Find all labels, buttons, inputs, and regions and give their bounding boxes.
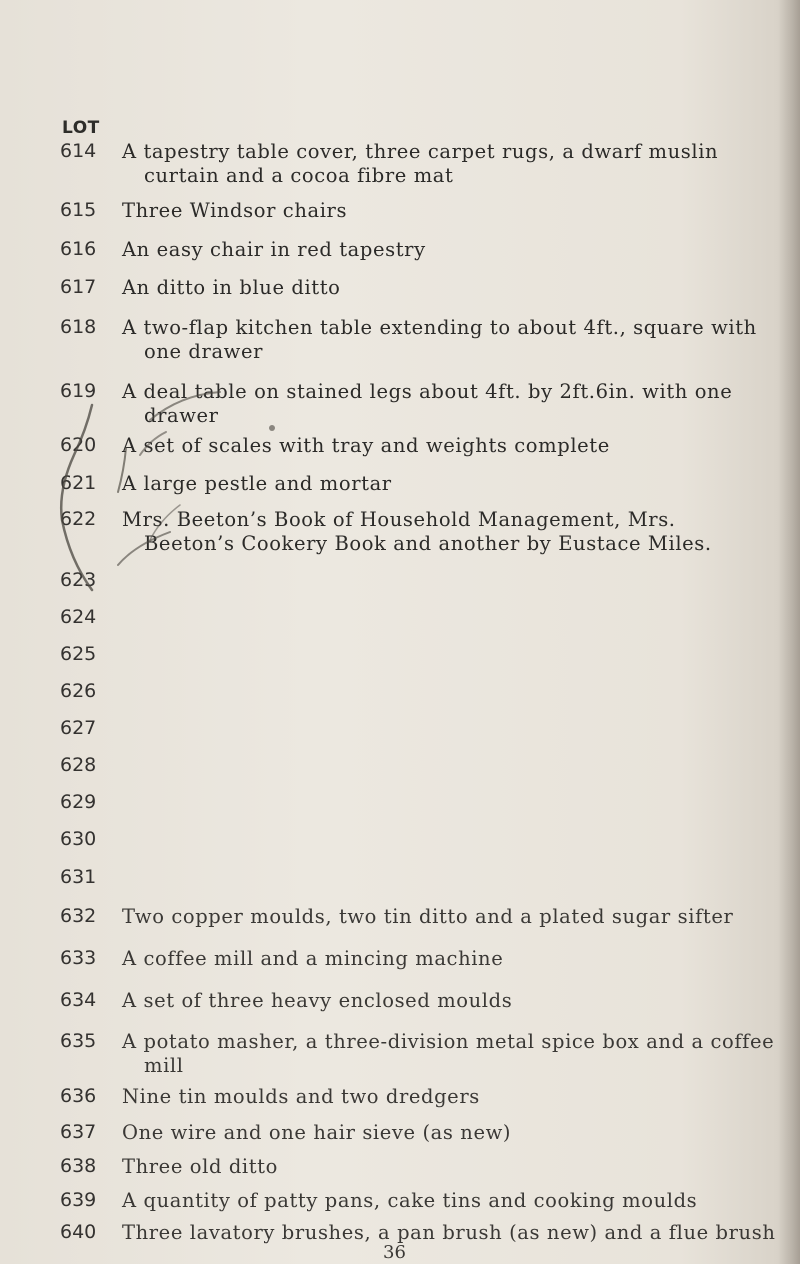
lot-number: 624	[60, 606, 97, 628]
lot-description-line2: drawer	[144, 404, 219, 427]
lot-description: A set of three heavy enclosed moulds	[122, 989, 513, 1012]
lot-number: 636	[60, 1085, 97, 1107]
lot-number: 616	[60, 238, 97, 260]
lot-number: 622	[60, 508, 97, 530]
lot-number: 633	[60, 947, 97, 969]
lot-description: An ditto in blue ditto	[122, 276, 341, 299]
lot-number: 626	[60, 680, 97, 702]
lot-description: A set of scales with tray and weights complete	[122, 434, 610, 457]
lot-number: 621	[60, 472, 97, 494]
lot-number: 617	[60, 276, 97, 298]
lot-description: Two copper moulds, two tin ditto and a plated sugar sifter	[122, 905, 734, 928]
lot-description-line1: A deal table on stained legs about 4ft. by 2ft.6in. with one	[122, 380, 733, 403]
lot-description-line2: mill	[144, 1054, 184, 1077]
lot-number: 627	[60, 717, 97, 739]
lot-number: 634	[60, 989, 97, 1011]
lot-description-line1: A two-flap kitchen table extending to about 4ft., square with	[122, 316, 757, 339]
lot-number: 640	[60, 1221, 97, 1243]
lot-description: Three old ditto	[122, 1155, 278, 1178]
lot-number: 619	[60, 380, 97, 402]
lot-number: 620	[60, 434, 97, 456]
lot-number: 639	[60, 1189, 97, 1211]
lot-column-header: LOT	[62, 118, 100, 138]
lot-description-line2: one drawer	[144, 340, 264, 363]
lot-number: 637	[60, 1121, 97, 1143]
lot-description: One wire and one hair sieve (as new)	[122, 1121, 512, 1144]
lot-description-line1: Mrs. Beeton’s Book of Household Management, Mrs.	[122, 508, 676, 531]
lot-description: A large pestle and mortar	[122, 472, 392, 495]
lot-number: 625	[60, 643, 97, 665]
lot-description-line1: A tapestry table cover, three carpet rugs, a dwarf muslin	[122, 140, 719, 163]
page-number: 36	[383, 1242, 406, 1263]
lot-number: 635	[60, 1030, 97, 1052]
lot-number: 629	[60, 791, 97, 813]
lot-number: 638	[60, 1155, 97, 1177]
lot-description: A quantity of patty pans, cake tins and cooking moulds	[122, 1189, 698, 1212]
lot-number: 623	[60, 569, 97, 591]
lot-description: A coffee mill and a mincing machine	[122, 947, 504, 970]
lot-description: An easy chair in red tapestry	[122, 238, 426, 261]
lot-number: 631	[60, 866, 97, 888]
lot-description: Three Windsor chairs	[122, 199, 348, 222]
lot-description-line1: A potato masher, a three-division metal spice box and a coffee	[122, 1030, 775, 1053]
lot-number: 632	[60, 905, 97, 927]
lot-description-line2: curtain and a cocoa fibre mat	[144, 164, 454, 187]
lot-description-line2: Beeton’s Cookery Book and another by Eustace Miles.	[144, 532, 712, 555]
lot-number: 630	[60, 828, 97, 850]
lot-number: 615	[60, 199, 97, 221]
lot-description: Nine tin moulds and two dredgers	[122, 1085, 480, 1108]
lot-number: 628	[60, 754, 97, 776]
lot-number: 614	[60, 140, 97, 162]
lot-number: 618	[60, 316, 97, 338]
lot-description: Three lavatory brushes, a pan brush (as new) and a flue brush	[122, 1221, 776, 1244]
